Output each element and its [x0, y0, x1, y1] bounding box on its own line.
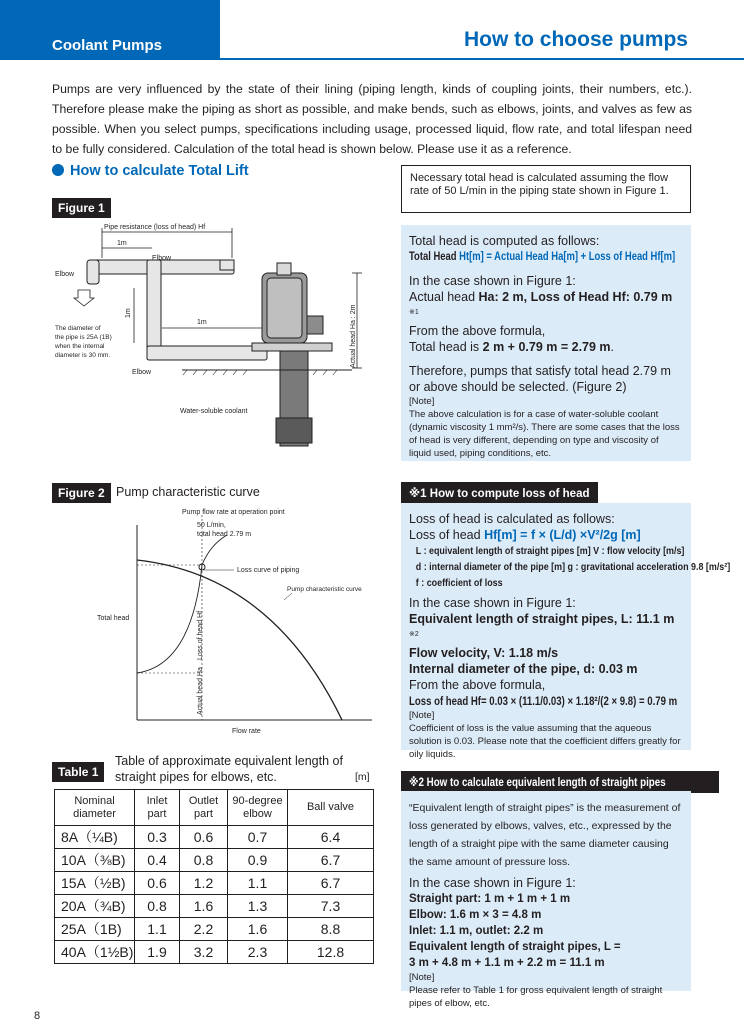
table-row: [55, 941, 374, 964]
cell-diameter: 10A（⅜B): [55, 849, 135, 872]
panel2-result: Loss of head Hf= 0.03 × (11.1/0.03) × 1.18²/(2 × 9.8) = 0.79 m: [409, 694, 678, 709]
bullet-icon: [52, 164, 64, 176]
header-inlet: Inlet part: [135, 790, 180, 826]
page-number: 8: [34, 1010, 41, 1022]
cell-inlet: 1.1: [135, 918, 180, 941]
cell-outlet: 2.2: [180, 918, 228, 941]
panel1-therefore: Therefore, pumps that satisfy total head 2.79 m or above should be selected. (Figure 2): [409, 364, 671, 395]
diameter-note-line1: The diameter of: [55, 325, 101, 332]
assumption-box: Necessary total head is calculated assuming the flow rate of 50 L/min in the piping state shown in Figure 1.: [401, 165, 691, 213]
cell-ball-valve: 6.4: [288, 826, 374, 849]
loss-of-head-panel: [401, 503, 731, 761]
panel2-eqlen: Equivalent length of straight pipes, L: 11.1 m $^{※2}$: [409, 612, 675, 638]
cell-elbow: 0.9: [228, 849, 288, 872]
loss-of-head-tag: ※1 How to compute loss of head: [401, 482, 598, 504]
label-loss-of-head: Loss of head Hf: [197, 610, 204, 660]
cell-elbow: 1.1: [228, 872, 288, 895]
panel2-def2: d : internal diameter of the pipe [m] g : gravitational acceleration 9.8 [m/s²]: [415, 561, 731, 573]
cell-elbow: 1.3: [228, 895, 288, 918]
figure1-label: Figure 1: [52, 198, 111, 218]
panel1-note-label: [Note]: [409, 396, 435, 408]
diameter-note-line3: when the internal: [55, 343, 105, 350]
label-loss-curve: Loss curve of piping: [237, 567, 300, 574]
panel1-case: In the case shown in Figure 1:: [409, 274, 576, 288]
label-actual-head: Actual head Ha : 2m: [350, 304, 357, 368]
panel3-eq1: Equivalent length of straight pipes, L =: [409, 941, 621, 953]
panel3-case: In the case shown in Figure 1:: [409, 876, 576, 890]
cell-inlet: 1.9: [135, 941, 180, 964]
flow-note-line2: total head 2.79 m: [197, 531, 252, 538]
panel3-straight: Straight part: 1 m + 1 m + 1 m: [409, 893, 571, 905]
cell-inlet: 0.8: [135, 895, 180, 918]
cell-outlet: 0.6: [180, 826, 228, 849]
label-coolant: Water-soluble coolant: [180, 408, 248, 415]
label-total-head: Total head: [97, 615, 130, 622]
cell-ball-valve: 12.8: [288, 941, 374, 964]
label-operation-point: Pump flow rate at operation point: [182, 509, 285, 516]
table-row: [55, 918, 374, 941]
panel1-note: The above calculation is for a case of water-soluble coolant (dynamic viscosity 1 mm²/s). There are some cases that the loss of head is very different, depending on type and viscosity of liquid used, piping conditions, etc.: [409, 409, 680, 460]
cell-inlet: 0.4: [135, 849, 180, 872]
header-divider: [220, 58, 744, 60]
figure1-diagram: [52, 218, 382, 463]
panel2-from: From the above formula,: [409, 678, 546, 693]
label-elbow-bottom: Elbow: [132, 369, 152, 376]
cell-diameter: 25A（1B): [55, 918, 135, 941]
section-title: Coolant Pumps: [52, 37, 163, 54]
equivalent-length-tag: ※2 How to calculate equivalent length of straight pipes: [401, 771, 719, 793]
label-pipe-resistance: Pipe resistance (loss of head) Hf: [104, 224, 206, 231]
panel1-total: Total head is 2 m + 0.79 m = 2.79 m.: [409, 340, 615, 355]
equivalent-length-table: [54, 789, 374, 964]
label-1m-vertical: 1m: [125, 308, 132, 318]
table-row: [55, 849, 374, 872]
cell-ball-valve: 8.8: [288, 918, 374, 941]
label-1m-top: 1m: [117, 240, 127, 247]
panel2-case: In the case shown in Figure 1:: [409, 596, 576, 610]
panel2-note-label: [Note]: [409, 710, 435, 722]
cell-outlet: 1.6: [180, 895, 228, 918]
header-nominal: Nominal diameter: [55, 790, 135, 826]
header-elbow: 90-degree elbow: [228, 790, 288, 826]
table-row: [55, 872, 374, 895]
total-head-panel: [401, 225, 691, 461]
cell-diameter: 40A（1½B): [55, 941, 135, 964]
label-actual-head-fig2: Actual head Ha: [197, 667, 204, 715]
panel3-eq2: 3 m + 4.8 m + 1.1 m + 2.2 m = 11.1 m: [409, 957, 605, 969]
cell-diameter: 8A（¼B): [55, 826, 135, 849]
table1-unit: [m]: [355, 771, 370, 783]
panel1-actual: Actual head Ha: 2 m, Loss of Head Hf: 0.79 m $^{※1}$: [409, 290, 673, 316]
panel1-formula: Total Head Ht[m] = Actual Head Ha[m] + Loss of Head Hf[m]: [409, 251, 676, 263]
panel2-note: Coefficient of loss is the value assuming that the aqueous solution is 0.03. Please note that the coefficient differs greatly for oily liquids.: [409, 723, 681, 761]
cell-elbow: 0.7: [228, 826, 288, 849]
panel3-inlet: Inlet: 1.1 m, outlet: 2.2 m: [409, 925, 544, 937]
section-heading: [52, 163, 249, 179]
label-1m-horizontal: 1m: [197, 319, 207, 326]
table-header-row: [55, 790, 374, 826]
cell-ball-valve: 6.7: [288, 849, 374, 872]
cell-inlet: 0.3: [135, 826, 180, 849]
header-ball-valve: Ball valve: [288, 790, 374, 826]
page-title: How to choose pumps: [463, 28, 688, 51]
cell-inlet: 0.6: [135, 872, 180, 895]
diameter-note-line4: diameter is 30 mm.: [55, 352, 111, 359]
header-outlet: Outlet part: [180, 790, 228, 826]
table1-label: Table 1: [52, 762, 104, 782]
cell-diameter: 15A（½B): [55, 872, 135, 895]
cell-elbow: 2.3: [228, 941, 288, 964]
panel2-line1: Loss of head is calculated as follows:: [409, 512, 615, 526]
panel3-note: Please refer to Table 1 for gross equivalent length of straight pipes of elbow, etc.: [409, 985, 663, 1009]
cell-diameter: 20A（¾B): [55, 895, 135, 918]
figure2-chart: [52, 505, 382, 745]
panel1-line1: Total head is computed as follows:: [409, 234, 600, 248]
table-row: [55, 826, 374, 849]
panel2-diameter: Internal diameter of the pipe, d: 0.03 m: [409, 662, 638, 677]
panel3-intro: “Equivalent length of straight pipes” is the measurement of loss generated by elbows, valves, etc., expressed by the length of a straight pipe with the same diameter causing the same amount of pressure loss.: [409, 802, 681, 868]
figure2-label: Figure 2: [52, 483, 111, 503]
label-elbow-top: Elbow: [152, 255, 172, 262]
intro-paragraph: Pumps are very influenced by the state of their lining (piping length, kinds of coupling joints, their numbers, etc.). Therefore please make the piping as short as possible, and make bends, such as elbows, joints, and valves as few as possible. When you select pumps, specifications including usage, processed liquid, flow rate, and total lifespan need to be fully considered. Calculation of the total head is shown below. Please use it as a reference.: [52, 82, 692, 156]
panel2-def1: L : equivalent length of straight pipes [m] V : flow velocity [m/s]: [415, 545, 685, 557]
cell-outlet: 1.2: [180, 872, 228, 895]
cell-outlet: 3.2: [180, 941, 228, 964]
panel2-formula: Loss of head Hf[m] = f × (L/d) ×V²/2g [m]: [409, 528, 641, 542]
cell-elbow: 1.6: [228, 918, 288, 941]
figure2-caption: Pump characteristic curve: [116, 485, 260, 499]
label-pump-curve: Pump characteristic curve: [287, 586, 362, 593]
cell-outlet: 0.8: [180, 849, 228, 872]
panel2-def3: f : coefficient of loss: [415, 577, 503, 589]
cell-ball-valve: 6.7: [288, 872, 374, 895]
label-elbow-left: Elbow: [55, 271, 75, 278]
panel3-elbow: Elbow: 1.6 m × 3 = 4.8 m: [409, 909, 542, 921]
equivalent-length-panel: [401, 791, 691, 1009]
header-bar: [0, 0, 220, 60]
panel3-note-label: [Note]: [409, 972, 435, 983]
table-row: [55, 895, 374, 918]
section-heading-text: How to calculate Total Lift: [70, 163, 249, 179]
flow-note-line1: 50 L/min,: [197, 522, 226, 529]
cell-ball-valve: 7.3: [288, 895, 374, 918]
label-flow-rate: Flow rate: [232, 728, 261, 735]
table1-title: Table of approximate equivalent length of straight pipes for elbows, etc.: [115, 754, 343, 784]
panel1-from: From the above formula,: [409, 324, 546, 339]
diameter-note-line2: the pipe is 25A (1B): [55, 334, 112, 341]
panel2-velocity: Flow velocity, V: 1.18 m/s: [409, 646, 559, 661]
